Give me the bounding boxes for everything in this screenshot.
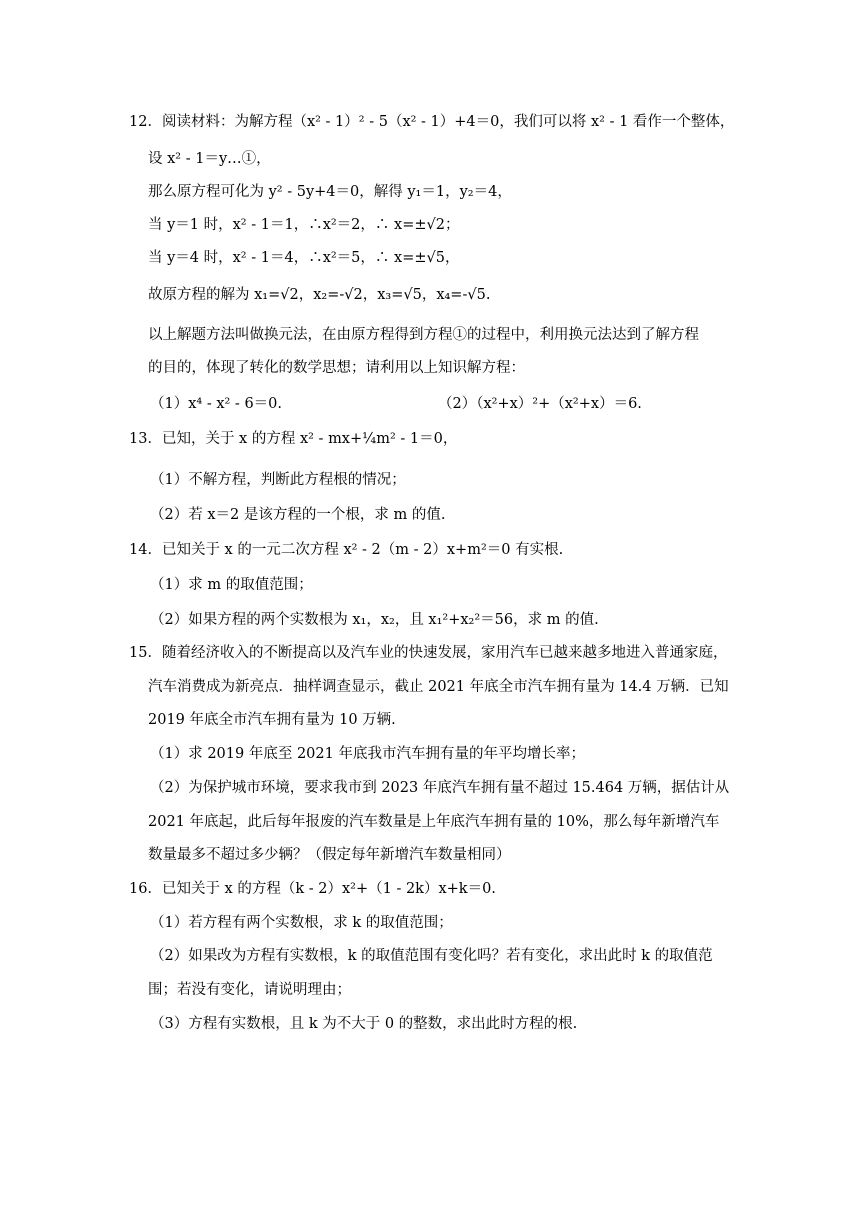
text-line: （2）若 x＝2 是该方程的一个根，求 m 的值. [150,507,446,523]
text-line: 14．已知关于 x 的一元二次方程 x² - 2（m - 2）x+m²＝0 有实根. [129,542,564,558]
text-line: 16．已知关于 x 的方程（k - 2）x²+（1 - 2k）x+k＝0. [129,881,496,897]
text-line: 故原方程的解为 x₁=√2，x₂=-√2，x₃=√5，x₄=-√5. [148,287,491,303]
text-line: 13．已知，关于 x 的方程 x² - mx+¼m² - 1＝0， [129,431,458,447]
text-line: 设 x² - 1＝y…①， [148,151,271,167]
text-line: （1）求 2019 年底至 2021 年底我市汽车拥有量的年平均增长率； [150,746,585,762]
text-line: 数量最多不超过多少辆？（假定每年新增汽车数量相同） [148,847,511,863]
text-line: 的目的，体现了转化的数学思想；请利用以上知识解方程： [148,360,525,376]
text-line: 2021 年底起，此后每年报废的汽车数量是上年底汽车拥有量的 10%，那么每年新增汽车 [148,814,720,830]
text-line: （2）为保护城市环境，要求我市到 2023 年底汽车拥有量不超过 15.464 万辆，据估计从 [150,780,730,796]
text-line: 以上解题方法叫做换元法，在由原方程得到方程①的过程中，利用换元法达到了解方程 [148,327,699,343]
text-line: （2）如果方程的两个实数根为 x₁，x₂，且 x₁²+x₂²＝56，求 m 的值. [150,612,599,628]
text-line: 汽车消费成为新亮点．抽样调查显示，截止 2021 年底全市汽车拥有量为 14.4 万辆．已知 [148,679,729,695]
text-line: 当 y＝4 时，x² - 1＝4，∴x²＝5，∴ x=±√5， [148,250,460,266]
text-line: （3）方程有实数根，且 k 为不大于 0 的整数，求出此时方程的根. [150,1016,578,1032]
text-line: （1）求 m 的取值范围； [150,577,313,593]
text-line: （2）如果改为方程有实数根，k 的取值范围有变化吗？若有变化，求出此时 k 的取值范 [150,948,713,964]
text-line: （1）x⁴ - x² - 6＝0. [150,396,283,412]
text-line: （2）（x²+x）²+（x²+x）＝6. [438,396,642,412]
text-line: 那么原方程可化为 y² - 5y+4＝0，解得 y₁＝1，y₂＝4， [148,184,512,200]
text-line: 2019 年底全市汽车拥有量为 10 万辆. [148,712,396,728]
text-line: （1）若方程有两个实数根，求 k 的取值范围； [150,915,453,931]
text-line: 当 y＝1 时，x² - 1＝1，∴x²＝2，∴ x=±√2； [148,217,460,233]
text-line: 围；若没有变化，请说明理由； [148,982,351,998]
text-line: 15．随着经济收入的不断提高以及汽车业的快速发展，家用汽车已越来越多地进入普通家庭， [129,645,728,661]
text-line: （1）不解方程，判断此方程根的情况； [150,472,406,488]
text-line: 12．阅读材料：为解方程（x² - 1）² - 5（x² - 1）+4＝0，我们可以将 x² - 1 看作一个整体， [129,114,735,130]
